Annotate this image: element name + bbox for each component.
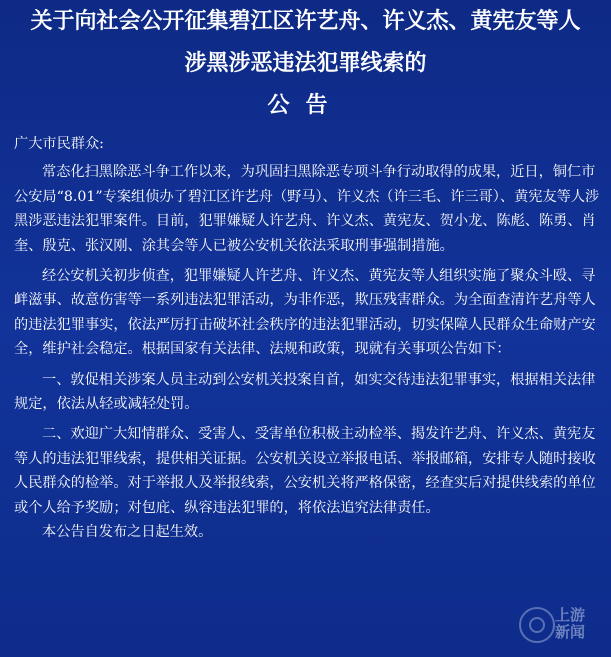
salutation: 广大市民群众: xyxy=(14,136,104,152)
announcement-title-line2: 涉黑涉恶违法犯罪线索的 xyxy=(184,50,427,76)
paragraph-item-two: 二、欢迎广大知情群众、受害人、受害单位积极主动检举、揭发许艺舟、许义杰、黄宪友等人的违法犯罪线索，提供相关证据。公安机关设立举报电话、举报邮箱，安排专人随时接收人民群众的检举。对于举报人及举报线索，公安机关将严格保密，经查实后对提供线索的单位或个人给予奖励；对包庇、纵容违法犯罪的，将依法追究法律责任。 xyxy=(14,426,596,516)
watermark-text xyxy=(555,607,585,641)
paragraph-item-one: 一、敦促相关涉案人员主动到公安机关投案自首，如实交待违法犯罪事实，根据相关法律规定，依法从轻或减轻处罚。 xyxy=(14,371,596,413)
watermark-line2: 新闻 xyxy=(554,623,585,641)
announcement-title-line1: 关于向社会公开征集碧江区许艺舟、许义杰、黄宪友等人 xyxy=(30,8,581,34)
announcement-title-line3: 公告 xyxy=(267,92,344,118)
paragraph-intro: 常态化扫黑除恶斗争工作以来，为巩固扫黑除恶专项斗争行动取得的成果，近日，铜仁市公安局“8.01”专案组侦办了碧江区许艺舟（野马）、许义杰（许三毛、许三哥）、黄宪友等人涉黑涉恶违法犯罪案件。目前，犯罪嫌疑人许艺舟、许义杰、黄宪友、贺小龙、陈彪、陈勇、肖奎、殷克、张汉刚、涂其会等人已被公安机关依法采取刑事强制措施。 xyxy=(14,164,600,254)
paragraph-investigation: 经公安机关初步侦查，犯罪嫌疑人许艺舟、许义杰、黄宪友等人组织实施了聚众斗殴、寻衅滋事、故意伤害等一系列违法犯罪活动，为非作恶，欺压残害群众。为全面查清许艺舟等人的违法犯罪事实，依法严厉打击破坏社会秩序的违法犯罪活动，切实保障人民群众生命财产安全，维护社会稳定。根据国家有关法律、法规和政策，现就有关事项公告如下： xyxy=(14,268,596,358)
paragraph-effective: 本公告自发布之日起生效。 xyxy=(42,524,213,541)
announcement-body xyxy=(14,132,600,545)
watermark-line1: 上游 xyxy=(554,606,585,624)
